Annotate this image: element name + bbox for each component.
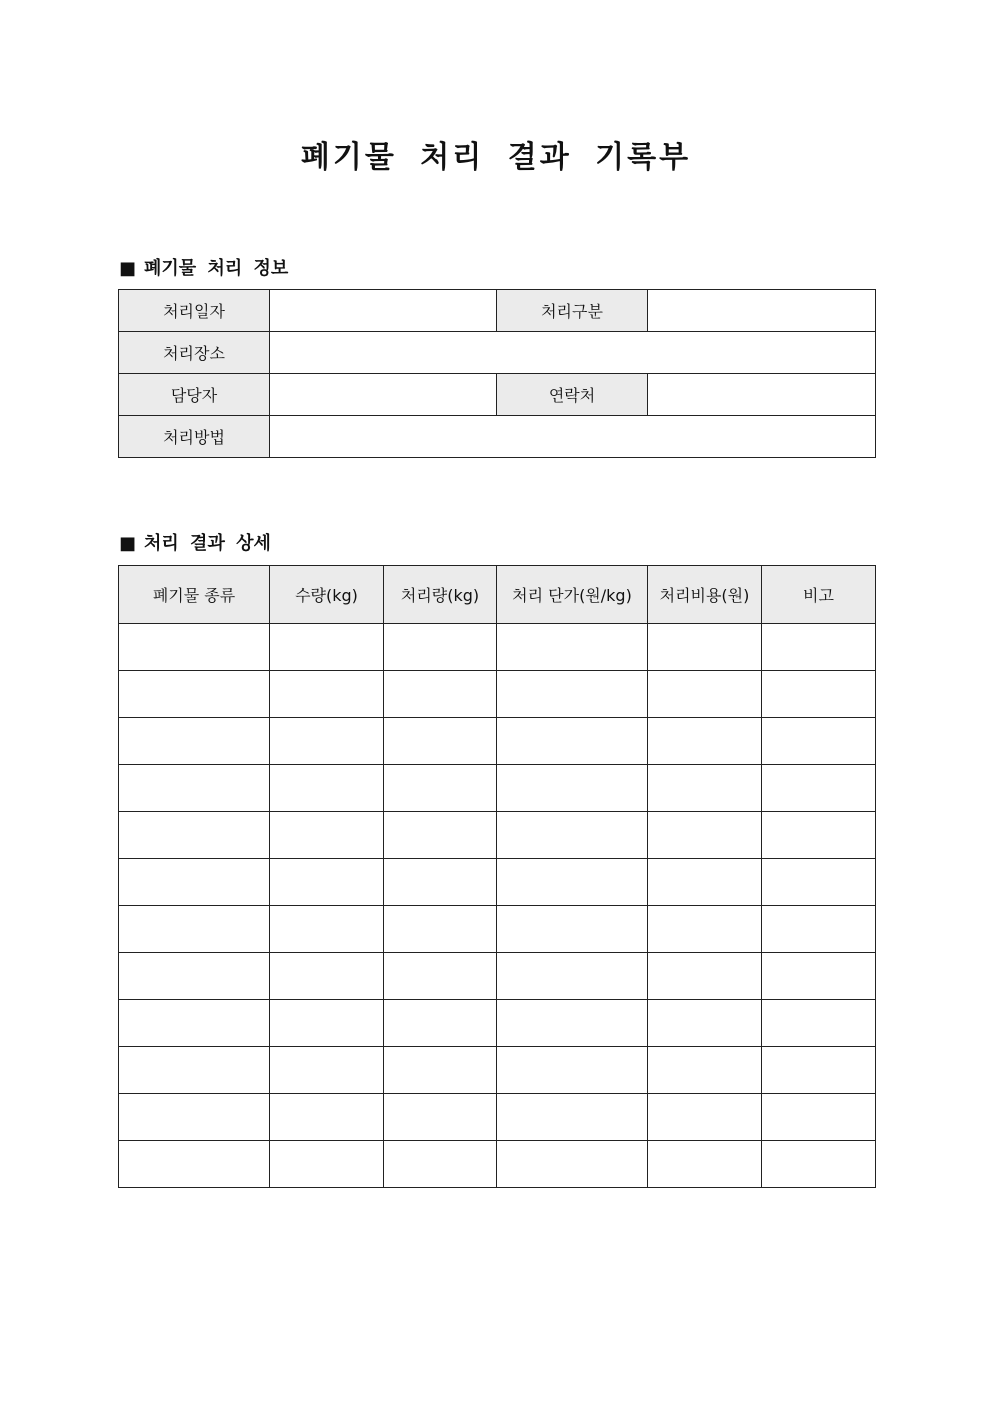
table-cell[interactable] [384,1094,497,1141]
table-cell[interactable] [270,765,384,812]
table-cell[interactable] [497,765,648,812]
label-contact: 연락처 [497,374,648,416]
page-title: 폐기물 처리 결과 기록부 [300,140,692,175]
table-cell[interactable] [497,1094,648,1141]
table-cell[interactable] [270,906,384,953]
table-cell[interactable] [497,624,648,671]
table-cell[interactable] [762,624,876,671]
table-cell[interactable] [762,1000,876,1047]
table-cell[interactable] [762,718,876,765]
table-cell[interactable] [270,1094,384,1141]
label-location: 처리장소 [119,332,270,374]
label-method: 처리방법 [119,416,270,458]
table-cell[interactable] [648,906,762,953]
table-header-row [119,566,876,624]
table-cell[interactable] [384,953,497,1000]
table-cell[interactable] [762,765,876,812]
table-cell[interactable] [384,1000,497,1047]
table-cell[interactable] [270,1141,384,1188]
table-cell[interactable] [270,1047,384,1094]
table-row [119,1000,876,1047]
table-row [119,765,876,812]
table-cell[interactable] [384,812,497,859]
field-category[interactable] [648,290,876,332]
table-cell[interactable] [497,671,648,718]
column-header: 처리 단가(원/kg) [497,566,648,624]
table-cell[interactable] [119,718,270,765]
table-cell[interactable] [762,812,876,859]
table-row [119,812,876,859]
info-section-heading [119,254,288,280]
table-cell[interactable] [384,718,497,765]
column-header: 비고 [762,566,876,624]
detail-section-heading [119,529,271,555]
column-header: 수량(kg) [270,566,384,624]
table-cell[interactable] [762,1047,876,1094]
table-cell[interactable] [497,953,648,1000]
column-header: 처리량(kg) [384,566,497,624]
square-bullet-icon: ■ [119,258,137,279]
table-cell[interactable] [119,953,270,1000]
table-row [119,718,876,765]
table-cell[interactable] [497,1141,648,1188]
table-cell[interactable] [384,1141,497,1188]
table-row [119,671,876,718]
table-cell[interactable] [270,624,384,671]
table-cell[interactable] [497,718,648,765]
info-section-heading-text: 폐기물 처리 정보 [144,258,289,279]
table-cell[interactable] [762,906,876,953]
table-cell[interactable] [270,1000,384,1047]
table-row [119,1141,876,1188]
table-cell[interactable] [384,765,497,812]
table-cell[interactable] [270,671,384,718]
table-cell[interactable] [270,859,384,906]
table-cell[interactable] [384,1047,497,1094]
table-cell[interactable] [119,765,270,812]
field-location[interactable] [270,332,876,374]
table-cell[interactable] [497,1000,648,1047]
table-cell[interactable] [648,812,762,859]
table-cell[interactable] [762,953,876,1000]
table-row [119,953,876,1000]
table-cell[interactable] [119,624,270,671]
table-cell[interactable] [119,812,270,859]
table-cell[interactable] [497,906,648,953]
table-cell[interactable] [270,718,384,765]
label-category: 처리구분 [497,290,648,332]
info-table [118,289,876,458]
table-cell[interactable] [648,671,762,718]
table-cell[interactable] [497,812,648,859]
field-date[interactable] [270,290,497,332]
table-cell[interactable] [648,1141,762,1188]
table-cell[interactable] [762,1141,876,1188]
table-cell[interactable] [648,765,762,812]
label-manager: 담당자 [119,374,270,416]
table-cell[interactable] [497,1047,648,1094]
label-date: 처리일자 [119,290,270,332]
table-cell[interactable] [384,624,497,671]
table-cell[interactable] [119,906,270,953]
table-cell[interactable] [648,1094,762,1141]
table-cell[interactable] [119,1047,270,1094]
table-cell[interactable] [119,1141,270,1188]
table-cell[interactable] [648,1047,762,1094]
field-method[interactable] [270,416,876,458]
table-cell[interactable] [384,859,497,906]
column-header: 처리비용(원) [648,566,762,624]
table-row [119,624,876,671]
table-cell[interactable] [648,953,762,1000]
table-row [119,1094,876,1141]
detail-section-heading-text: 처리 결과 상세 [144,533,271,554]
table-row [119,906,876,953]
table-cell[interactable] [762,1094,876,1141]
table-cell[interactable] [497,859,648,906]
table-cell[interactable] [119,1094,270,1141]
table-row [119,1047,876,1094]
table-cell[interactable] [384,671,497,718]
table-cell[interactable] [648,1000,762,1047]
table-cell[interactable] [762,859,876,906]
column-header: 폐기물 종류 [119,566,270,624]
table-cell[interactable] [762,671,876,718]
table-cell[interactable] [270,953,384,1000]
detail-table [118,565,876,1188]
table-cell[interactable] [119,859,270,906]
field-contact[interactable] [648,374,876,416]
field-manager[interactable] [270,374,497,416]
table-cell[interactable] [119,1000,270,1047]
table-cell[interactable] [384,906,497,953]
table-cell[interactable] [119,671,270,718]
table-cell[interactable] [648,718,762,765]
table-cell[interactable] [270,812,384,859]
table-row [119,859,876,906]
square-bullet-icon: ■ [119,533,137,554]
table-cell[interactable] [648,624,762,671]
table-cell[interactable] [648,859,762,906]
